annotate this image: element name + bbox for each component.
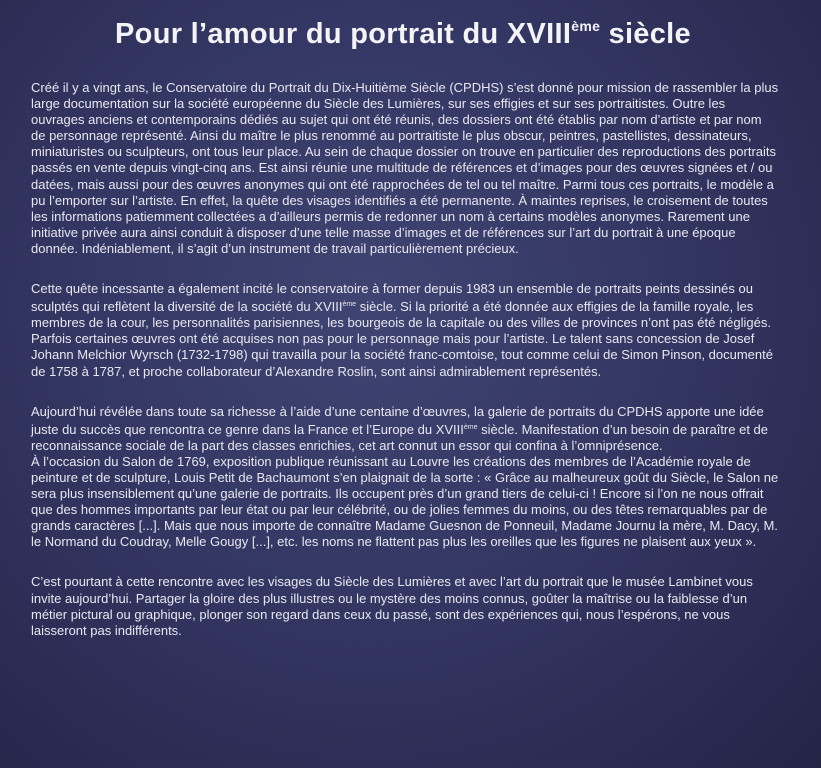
- paragraph-gallery-after: siècle. Manifestation d’un besoin de paraître et de reconnaissance sociale de la part des classes enrichies, cet art connut un essor qui confina à l’omniprésence.: [31, 421, 769, 453]
- title-main: Pour l’amour du portrait du XVIII: [115, 18, 572, 50]
- paragraph-gallery-before: Aujourd’hui révélée dans toute sa richesse à l’aide d’une centaine d’œuvres, la galerie de portraits du CPDHS apporte une idée juste du succès que rencontra ce genre dans la France et l’Europe du XVIII: [31, 403, 764, 437]
- century-superscript: ème: [342, 301, 357, 309]
- paragraph-collection: [31, 281, 779, 380]
- panel-title: [0, 18, 806, 51]
- paragraph-collection-after: siècle. Si la priorité a été donnée aux effigies de la famille royale, les membres de la cour, les personnalités parisiennes, les bourgeois de la capitale ou des villes de provinces n’ont pas été négligés. Parfois certaines œuvres ont été acquises non pas pour le personnage mais pour l’artiste. Le talent sans concession de Josef Johann Melchior Wyrsch (1732-1798) qui travailla pour la société franc-comtoise, tout comme celui de Simon Pinson, documenté de 1758 à 1787, et proche collaborateur d’Alexandre Roslin, sont ainsi admirablement représentés.: [31, 299, 773, 379]
- title-superscript: ème: [571, 18, 601, 34]
- paragraph-salon-quote: À l’occasion du Salon de 1769, exposition publique réunissant au Louvre les créations des membres de l’Académie royale de peinture et de sculpture, Louis Petit de Bachaumont s’en plaignait de la sorte : « Grâce au malheureux goût du Siècle, le Salon ne sera plus insensiblement qu’une galerie de portraits. Ils occupent près d’un grand tiers de celui-ci ! Encore si l’on ne nous offrait que des hommes importants par leur état ou par leur célébrité, ou de jolies femmes du moins, ou des têtes remarquables par de grands caractères [...]. Mais que nous importe de connaître Madame Guesnon de Ponneuil, Madame Journu la mère, M. Dacy, M. le Normand du Coudray, Melle Gougy [...], etc. les noms ne flattent pas plus les oreilles que les figures ne plaisent aux yeux ».: [31, 453, 779, 550]
- panel-body: [31, 80, 779, 663]
- paragraph-invitation: C’est pourtant à cette rencontre avec les visages du Siècle des Lumières et avec l’art du portrait que le musée Lambinet vous invite aujourd’hui. Partager la gloire des plus illustres ou le mystère des moins connus, goûter la maîtrise ou la faiblesse d’un métier pictural ou graphique, plonger son regard dans ceux du passé, sont des expériences qui, nous l’espérons, ne vous laisseront pas indifférents.: [31, 574, 753, 638]
- century-superscript: ème: [463, 423, 478, 431]
- title-tail: siècle: [600, 18, 691, 50]
- paragraph-collection-before: Cette quête incessante a également incité le conservatoire à former depuis 1983 un ensemble de portraits peints dessinés ou sculptés qui reflètent la diversité de la société du XVIII: [31, 281, 753, 315]
- paragraph-gallery: [31, 404, 779, 454]
- paragraph-intro: Créé il y a vingt ans, le Conservatoire du Portrait du Dix-Huitième Siècle (CPDHS) s’est donné pour mission de rassembler la plus large documentation sur la société européenne du Siècle des Lumières, sur ses effigies et sur ses portraitistes. Outre les ouvrages anciens et contemporains dédiés au sujet qui ont été réunis, des dossiers ont été établis par nom d’artiste et par nom de personnage représenté. Ainsi du maître le plus renommé au portraitiste le plus obscur, peintres, pastellistes, dessinateurs, miniaturistes ou sculpteurs, ont tous leur place. Au sein de chaque dossier on trouve en particulier des reproductions des portraits passés en vente depuis vingt-cinq ans. Est ainsi réunie une multitude de références et d’images pour des œuvres signées et / ou datées, mais aussi pour des œuvres anonymes qui ont été rapprochées de tel ou tel maître. Parmi tous ces portraits, le modèle a pu l’emporter sur l’artiste. En effet, la quête des visages identifiés a été permanente. À maintes reprises, le croisement de toutes les informations patiemment collectées a d’ailleurs permis de redonner un nom à certains modèles anonymes. Rarement une initiative privée aura ainsi conduit à disposer d’une telle masse d’images et de références sur l’art du portrait à une époque donnée. Indéniablement, il s’agit d’un instrument de travail particulièrement précieux.: [31, 80, 779, 256]
